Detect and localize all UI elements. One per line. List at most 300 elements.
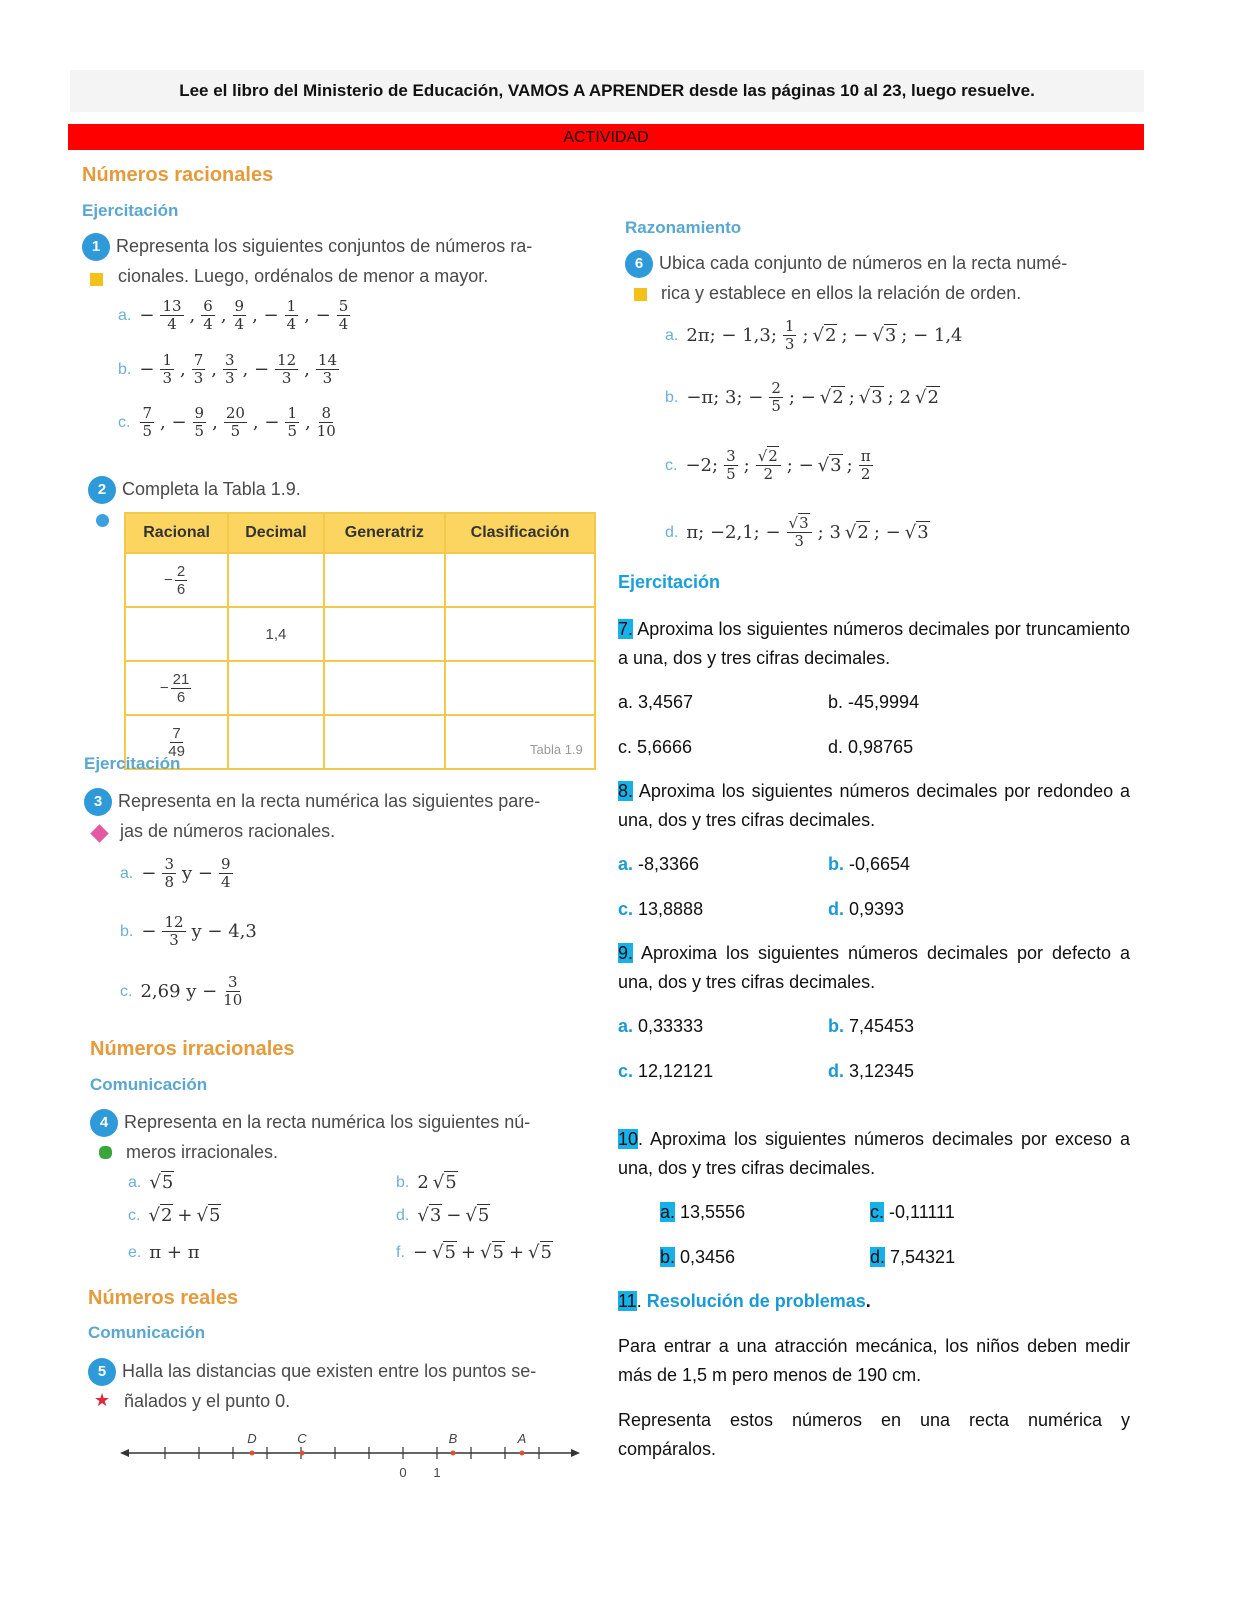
fraction	[160, 352, 174, 387]
fraction	[193, 405, 207, 440]
problem-text: cionales. Luego, ordénalos de menor a mayor.	[118, 266, 489, 287]
denominator	[339, 316, 349, 333]
point-label: D	[247, 1431, 257, 1446]
math-text: , −	[160, 412, 187, 433]
point-label: B	[448, 1431, 458, 1446]
numerator	[316, 352, 339, 370]
denominator	[221, 874, 231, 891]
math-item	[128, 1242, 200, 1263]
radical-sign: √	[915, 387, 927, 408]
square-root	[845, 522, 870, 543]
math-text: , −	[252, 305, 279, 326]
radicand: 5	[444, 1242, 456, 1263]
radicand: 2	[768, 447, 778, 465]
radical-sign: √	[812, 325, 825, 346]
radical-sign: √	[480, 1242, 492, 1263]
square-root	[528, 1242, 553, 1263]
radicand: 2	[825, 325, 837, 346]
denominator	[177, 581, 185, 598]
math-text: ,	[179, 359, 186, 380]
math-text: 13	[162, 297, 182, 315]
cell-generatriz	[324, 661, 445, 715]
item-label: a.	[120, 864, 134, 882]
punct: .	[865, 1291, 871, 1311]
problem-number-badge: 3	[84, 788, 112, 816]
numerator	[783, 318, 797, 336]
number-line	[120, 1425, 590, 1485]
square-root	[859, 387, 884, 408]
denominator	[726, 466, 736, 483]
item-label: c.	[618, 1061, 634, 1081]
problem-text: Aproxima los siguientes números decimales por redondeo a una, dos y tres cifras decimales.	[618, 781, 1130, 830]
math-text: 6	[203, 297, 213, 315]
item-label: a.	[660, 1202, 676, 1222]
math-text: 2	[417, 1172, 429, 1193]
problem-3	[84, 786, 540, 846]
item-label: b.	[828, 854, 844, 874]
math-text: ,	[212, 412, 218, 433]
answer-item	[828, 733, 913, 762]
math-text: 6	[176, 580, 186, 598]
math-text: 7	[142, 404, 152, 422]
item-value: 0,33333	[633, 1016, 704, 1036]
math-item	[396, 1205, 490, 1226]
problem-number-badge: 4	[90, 1109, 118, 1137]
math-text: ; −	[841, 325, 869, 346]
item-label: c.	[870, 1202, 885, 1222]
table-row	[125, 715, 595, 769]
item-value: 0,3456	[675, 1247, 736, 1267]
cell-decimal	[228, 553, 323, 607]
math-text: −	[141, 863, 157, 884]
problem-text: Representa los siguientes conjuntos de números ra-	[116, 236, 533, 256]
problem-text: rica y establece en ellos la relación de orden.	[661, 283, 1022, 304]
math-item	[128, 1205, 221, 1226]
item-value: 12,12121	[633, 1061, 714, 1081]
item-label: a.	[618, 854, 634, 874]
item-label: f.	[396, 1243, 405, 1261]
math-text: ; −	[873, 522, 901, 543]
problem-9	[618, 939, 1130, 997]
answer-item	[618, 850, 699, 879]
square-root	[789, 515, 810, 532]
star-marker-icon: ★	[94, 1390, 111, 1410]
cell-decimal	[228, 661, 323, 715]
radicand: 5	[492, 1242, 504, 1263]
square-root	[813, 325, 838, 346]
fraction	[233, 298, 247, 333]
radicand: 5	[445, 1172, 457, 1193]
math-text: 6	[176, 688, 186, 706]
square-marker-icon	[634, 288, 647, 301]
answer-item	[660, 1243, 735, 1272]
problem-8	[618, 777, 1130, 835]
math-text: 3	[169, 931, 179, 949]
point-label: C	[297, 1431, 307, 1446]
fraction	[223, 352, 237, 387]
math-item	[665, 515, 930, 550]
math-item	[396, 1172, 458, 1193]
denominator	[861, 466, 871, 483]
math-item	[118, 298, 352, 333]
item-label: e.	[128, 1243, 142, 1261]
math-text: 2	[771, 379, 781, 397]
cell-generatriz	[324, 553, 445, 607]
problem-text: Aproxima los siguientes números decimales por truncamiento a una, dos y tres cifras decimales.	[618, 619, 1130, 668]
math-text: 1	[286, 297, 297, 315]
math-text: ,	[220, 305, 227, 326]
item-label: d.	[396, 1206, 410, 1224]
math-text: ,	[189, 305, 196, 326]
math-text: π	[860, 447, 871, 465]
math-text: 1	[784, 317, 795, 335]
math-text: 8	[164, 873, 174, 891]
punct: .	[636, 1291, 642, 1311]
problem-number-badge: 6	[625, 250, 653, 278]
numerator	[859, 448, 873, 466]
numerator	[171, 671, 192, 689]
fraction	[219, 856, 233, 891]
problem-text: Representa en la recta numérica las siguientes pare-	[118, 791, 541, 811]
square-root	[480, 1242, 505, 1263]
math-text: ;	[846, 455, 853, 476]
problem-text: meros irracionales.	[126, 1142, 279, 1163]
math-text: 3	[164, 855, 174, 873]
denominator	[763, 466, 773, 483]
problem-number: 9.	[618, 943, 634, 963]
fraction	[769, 380, 783, 415]
problem-2	[88, 474, 301, 504]
item-value: -45,9994	[843, 692, 920, 712]
item-value: 13,5556	[675, 1202, 746, 1222]
square-root	[148, 1205, 173, 1226]
denominator	[167, 316, 177, 333]
math-text: 5	[338, 297, 349, 315]
fraction	[162, 856, 176, 891]
cell-clasificacion	[445, 607, 595, 661]
pentagon-marker-icon	[99, 1146, 112, 1159]
item-label: a.	[128, 1173, 142, 1191]
problem-number: 11	[618, 1291, 637, 1311]
square-root	[758, 448, 779, 465]
math-item	[665, 380, 940, 415]
fraction	[285, 298, 299, 333]
fraction	[162, 914, 185, 949]
denominator	[142, 423, 152, 440]
denominator	[771, 398, 781, 415]
problem-6	[625, 248, 1067, 308]
math-text: 4	[234, 315, 245, 333]
math-text: 8	[321, 404, 332, 422]
math-text: 5	[726, 465, 736, 483]
math-text: 3	[794, 532, 804, 550]
math-item	[128, 1172, 174, 1193]
math-text: 10	[223, 991, 243, 1009]
numerator	[170, 725, 182, 743]
fraction	[756, 448, 781, 483]
math-text: y − 4,3	[191, 921, 257, 942]
math-text: 3	[162, 369, 172, 387]
cell-racional	[125, 661, 228, 715]
math-text: 5	[142, 422, 152, 440]
fraction	[285, 405, 299, 440]
section-subtitle: Ejercitación	[82, 201, 179, 220]
item-label: c.	[128, 1206, 141, 1224]
item-value: 3,12345	[844, 1061, 915, 1081]
denominator	[785, 336, 795, 353]
problem-10	[618, 1125, 1130, 1183]
cell-clasificacion	[445, 661, 595, 715]
table-row	[125, 553, 595, 607]
math-item	[665, 318, 963, 353]
answer-item	[660, 1198, 745, 1227]
math-text: ,	[211, 359, 217, 380]
math-text: 14	[317, 351, 337, 369]
section-title: Números irracionales	[90, 1038, 295, 1060]
fraction	[192, 352, 206, 387]
numerator	[223, 352, 237, 370]
numerator	[337, 298, 351, 316]
square-root	[820, 387, 845, 408]
denominator	[162, 370, 172, 387]
radicand: 2	[927, 387, 939, 408]
tick-label: 0	[399, 1465, 407, 1480]
math-text: 10	[316, 422, 336, 440]
math-text: 9	[220, 855, 231, 873]
math-text: , −	[304, 305, 331, 326]
radical-sign: √	[196, 1205, 208, 1226]
math-text: , −	[252, 412, 280, 433]
math-text: 2π; − 1,3;	[686, 325, 777, 346]
math-text: 5	[287, 422, 297, 440]
math-text: 4	[286, 315, 297, 333]
math-text: 3	[225, 351, 235, 369]
problem-text: Halla las distancias que existen entre los puntos se-	[122, 1361, 537, 1381]
math-text: +	[508, 1242, 525, 1263]
answer-item	[618, 688, 693, 717]
denominator	[323, 370, 333, 387]
answer-item	[828, 895, 904, 924]
problem-11-paragraph: Para entrar a una atracción mecánica, los niños deben medir más de 1,5 m pero menos de 190 cm.	[618, 1336, 1130, 1385]
section-subtitle: Ejercitación	[618, 572, 721, 592]
fraction	[171, 671, 192, 706]
math-text: 3	[726, 447, 736, 465]
radical-sign: √	[148, 1205, 160, 1226]
math-text: 3	[784, 335, 795, 353]
math-text: −	[446, 1205, 462, 1226]
radicand: 2	[857, 522, 869, 543]
square-root	[196, 1205, 221, 1226]
tick-label: 1	[433, 1465, 441, 1480]
math-text: ,	[304, 412, 311, 433]
answer-item	[828, 688, 919, 717]
math-text: +	[460, 1242, 477, 1263]
math-text: 5	[230, 422, 241, 440]
square-root	[915, 387, 940, 408]
math-text: 12	[164, 913, 184, 931]
math-text: 3	[322, 369, 333, 387]
numerator	[160, 298, 183, 316]
radical-sign: √	[844, 522, 857, 543]
problem-number-badge: 2	[88, 476, 116, 504]
math-text: y −	[181, 863, 213, 884]
problem-number: 8.	[618, 781, 634, 801]
math-text: 4	[338, 315, 349, 333]
item-label: c.	[665, 456, 678, 474]
fraction	[317, 405, 336, 440]
problem-5	[88, 1356, 536, 1416]
numerator	[724, 448, 738, 466]
math-text: , −	[242, 359, 270, 380]
fraction	[316, 352, 339, 387]
math-text: −	[159, 678, 169, 696]
radical-sign: √	[528, 1242, 540, 1263]
fraction	[160, 298, 183, 333]
square-root	[149, 1172, 174, 1193]
math-text: 7	[172, 724, 181, 742]
item-label: a.	[618, 692, 634, 712]
math-text: ; 3	[817, 522, 841, 543]
problem-text: Aproxima los siguientes números decimales por defecto a una, dos y tres cifras decimales.	[618, 943, 1130, 992]
radical-sign: √	[819, 387, 832, 408]
math-text: ;	[802, 325, 809, 346]
problem-1	[82, 231, 532, 291]
radical-sign: √	[817, 455, 830, 476]
math-text: 5	[194, 422, 205, 440]
table-caption: Tabla 1.9	[530, 742, 583, 757]
item-value: -0,6654	[844, 854, 911, 874]
answer-item	[828, 1057, 914, 1086]
fraction	[787, 515, 812, 550]
numerator	[219, 856, 233, 874]
item-label: b.	[828, 692, 844, 712]
problem-number: 10	[618, 1129, 639, 1149]
item-label: d.	[828, 899, 844, 919]
denominator	[223, 992, 242, 1009]
problem-11-heading	[618, 1287, 871, 1316]
radical-sign: √	[465, 1205, 477, 1226]
problem-text: Ubica cada conjunto de números en la recta numé-	[659, 253, 1068, 273]
fraction	[140, 405, 154, 440]
numerator	[275, 352, 298, 370]
radical-sign: √	[788, 514, 799, 532]
math-text: 9	[194, 404, 205, 422]
radical-sign: √	[417, 1205, 429, 1226]
table-row	[125, 607, 595, 661]
item-label: d.	[828, 1061, 844, 1081]
item-value: 7,54321	[885, 1247, 956, 1267]
math-item	[120, 974, 244, 1009]
math-item	[118, 352, 341, 387]
math-text: −	[139, 305, 155, 326]
fraction	[859, 448, 873, 483]
item-label: b.	[660, 1247, 676, 1267]
square-root	[872, 325, 897, 346]
fraction	[783, 318, 797, 353]
answer-item	[618, 733, 692, 762]
radical-sign: √	[872, 325, 884, 346]
instruction-text: Lee el libro del Ministerio de Educación, VAMOS A APRENDER desde las páginas 10 al 23, luego resuelve.	[179, 81, 1035, 100]
radicand: 5	[208, 1205, 221, 1226]
section-title: Números racionales	[82, 164, 274, 186]
math-text: 20	[225, 404, 245, 422]
denominator	[194, 370, 204, 387]
cell-generatriz	[324, 715, 445, 769]
item-label: a.	[665, 326, 679, 344]
math-text: −	[141, 921, 157, 942]
column-header: Decimal	[228, 513, 323, 553]
answer-item	[828, 850, 910, 879]
problem-text: Representa en la recta numérica los siguientes nú-	[124, 1112, 531, 1132]
problem-text: ñalados y el punto 0.	[124, 1391, 291, 1412]
radicand: 5	[540, 1242, 552, 1263]
column-header: Racional	[125, 513, 228, 553]
radical-sign: √	[432, 1172, 445, 1193]
item-label: b.	[396, 1173, 410, 1191]
item-value: -8,3366	[633, 854, 700, 874]
cell-generatriz	[324, 607, 445, 661]
math-item	[396, 1242, 553, 1263]
square-root	[818, 455, 843, 476]
numerator	[192, 352, 206, 370]
item-value: 3,4567	[633, 692, 694, 712]
denominator	[231, 423, 241, 440]
radicand: 3	[871, 387, 883, 408]
section-subtitle: Razonamiento	[625, 218, 742, 237]
numerator	[193, 405, 207, 423]
math-text: 2	[860, 465, 871, 483]
numerator	[162, 856, 176, 874]
column-header: Generatriz	[324, 513, 445, 553]
arrow-right-icon	[571, 1449, 580, 1457]
cell-clasificacion	[445, 553, 595, 607]
numerator	[233, 298, 247, 316]
problem-text: jas de números racionales.	[120, 821, 336, 842]
math-text: −π; 3; −	[686, 387, 764, 408]
denominator	[177, 689, 185, 706]
numerator	[787, 515, 812, 533]
math-text: 5	[771, 397, 781, 415]
radicand: 3	[429, 1205, 442, 1226]
item-label: d.	[828, 737, 844, 757]
numerator	[201, 298, 215, 316]
problem-number-badge: 5	[88, 1358, 116, 1386]
section-subtitle: Ejercitación	[84, 754, 181, 773]
denominator	[195, 423, 205, 440]
math-text: 4	[203, 315, 213, 333]
math-text: 1	[162, 351, 172, 369]
radical-sign: √	[858, 387, 871, 408]
cell-decimal: 1,4	[228, 607, 323, 661]
table-1-9	[124, 512, 596, 770]
numerator	[226, 974, 240, 992]
item-label: c.	[120, 982, 133, 1000]
item-value: -0,11111	[884, 1202, 955, 1222]
math-item	[118, 405, 338, 440]
problem-title: Resolución de problemas	[646, 1291, 866, 1311]
numerator	[224, 405, 247, 423]
problem-4	[90, 1107, 530, 1167]
math-text: −2;	[685, 455, 719, 476]
fraction	[337, 298, 351, 333]
item-label: b.	[120, 922, 134, 940]
fraction	[224, 405, 247, 440]
square-root	[433, 1172, 458, 1193]
radical-sign: √	[431, 1242, 444, 1263]
fraction	[175, 563, 187, 598]
point	[300, 1451, 305, 1456]
problem-number-badge: 1	[82, 233, 110, 261]
